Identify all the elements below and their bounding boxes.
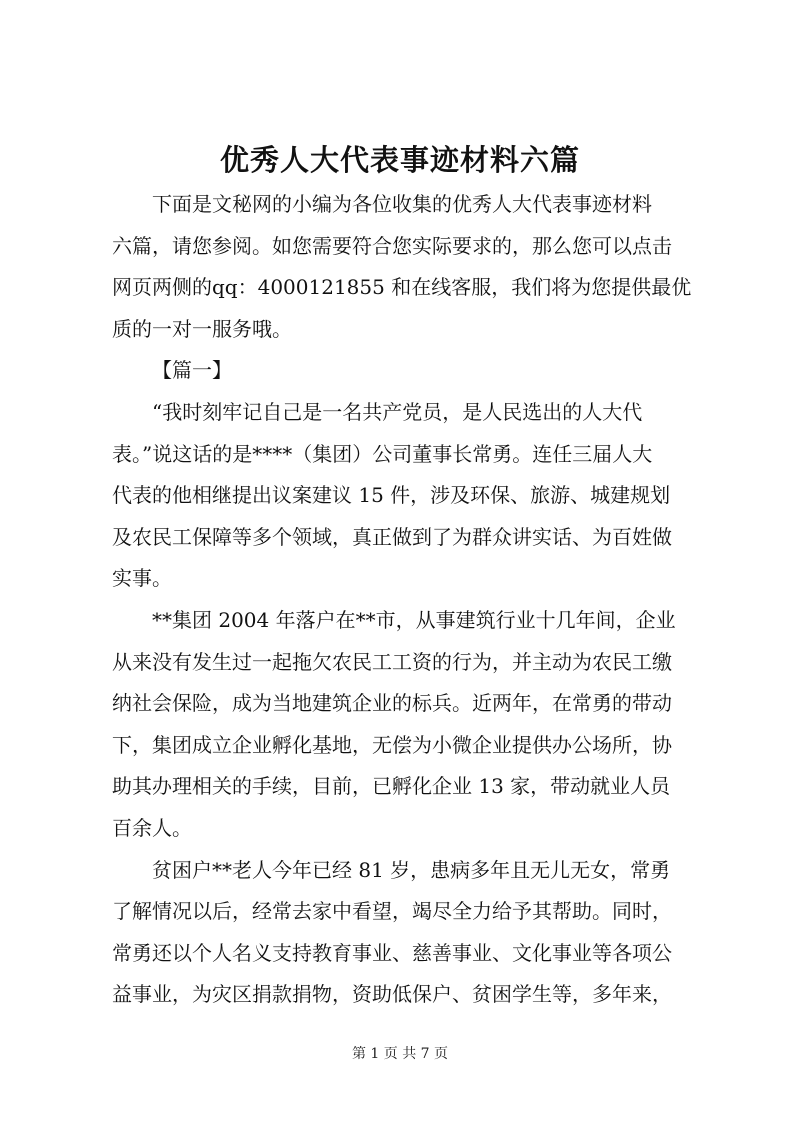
- intro-paragraph: 下面是文秘网的小编为各位收集的优秀人大代表事迹材料 六篇，请您参阅。如您需要符合您实际要求的，那么您可以点击 网页两侧的qq：4000121855 和在线客服，我们将为您提供最优 质的一对一服务哦。: [112, 192, 692, 341]
- page-footer: 第 1 页 共 7 页: [351, 1046, 449, 1062]
- body-paragraph-2: **集团 2004 年落户在**市，从事建筑行业十几年间，企业 从来没有发生过一起拖欠农民工工资的行为，并主动为农民工缴 纳社会保险，成为当地建筑企业的标兵。近两年，在常勇的带动 下，集团成立企业孵化基地，无偿为小微企业提供办公场所，协 助其办理相关的手续，目前，已孵化企业 13 家，带动就业人员 百余人。: [112, 607, 676, 840]
- document-title: 优秀人大代表事迹材料六篇: [219, 143, 580, 177]
- body-paragraph-3: 贫困户**老人今年已经 81 岁，患病多年且无儿无女，常勇 了解情况以后，经常去家中看望，竭尽全力给予其帮助。同时， 常勇还以个人名义支持教育事业、慈善事业、文化事业等各项公 益事业，为灾区捐款捐物，资助低保户、贫困学生等，多年来，: [112, 857, 672, 1007]
- section-heading: 【篇一】: [152, 358, 232, 383]
- body-paragraph-1: “我时刻牢记自己是一名共产党员，是人民选出的人大代 表。”说这话的是****（集团）公司董事长常勇。连任三届人大 代表的他相继提出议案建议 15 件，涉及环保、旅游、城建规划 及农民工保障等多个领域，真正做到了为群众讲实话、为百姓做 实事。: [112, 399, 672, 591]
- document-body: [112, 184, 702, 1016]
